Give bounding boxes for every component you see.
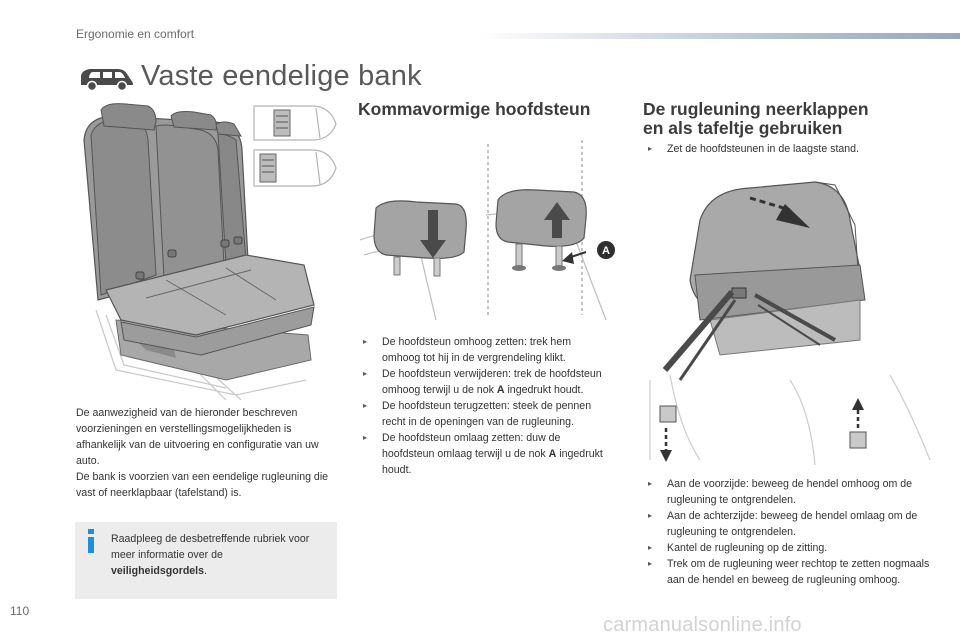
fold-step: ▸ Zet de hoofdsteunen in de laagste stand. [647, 141, 937, 157]
intro-paragraph-2: De bank is voorzien van een eendelige rugleuning die vast of neerklapbaar (tafelstand) is. [76, 471, 329, 499]
page-title: Vaste eendelige bank [141, 60, 422, 92]
headrest-adjust-illustration [356, 140, 618, 320]
intro-paragraph-1: De aanwezigheid van de hieronder beschreven voorzieningen en verstellingsmogelijkheden is afhankelijk van de uitvoering en configuratie van uw auto. [76, 407, 319, 467]
headrest-section-title: Kommavormige hoofdsteun [358, 99, 591, 119]
headrest-tab-a-label: A [602, 245, 610, 257]
fold-step: ▸ Aan de voorzijde: beweeg de hendel omhoog om de rugleuning te ontgrendelen. [647, 476, 932, 508]
fold-step: ▸ Aan de achterzijde: beweeg de hendel omlaag om de rugleuning te ontgrendelen. [647, 508, 932, 540]
vehicle-top-view-diagrams [250, 102, 340, 194]
fold-section-title: De rugleuning neerklappen en als tafeltje gebruiken [643, 99, 869, 138]
fold-steps [647, 476, 932, 588]
headrest-step: ▸ De hoofdsteun omhoog zetten: trek hem omhoog tot hij in de vergrendeling klikt. [362, 334, 612, 366]
watermark: carmanualsonline.info [603, 614, 802, 636]
headrest-steps [362, 334, 612, 478]
seat-folded-illustration [640, 170, 940, 470]
section-label: Ergonomie en comfort [76, 27, 195, 41]
fold-step: ▸ Kantel de rugleuning op de zitting. [647, 540, 932, 556]
headrest-step: ▸ De hoofdsteun terugzetten: steek de pennen recht in de openingen van de rugleuning. [362, 398, 612, 430]
info-icon [85, 529, 97, 553]
headrest-step: ▸ De hoofdsteun omlaag zetten: duw de hoofdsteun omlaag terwijl u de nok A ingedrukt houdt. [362, 430, 612, 478]
header-gradient-bar [480, 33, 960, 39]
intro-text [76, 405, 341, 501]
info-note [75, 522, 337, 599]
page-number: 110 [10, 604, 30, 618]
info-note-text: Raadpleeg de desbetreffende rubriek voor meer informatie over de veiligheidsgordels. [111, 533, 310, 577]
fold-preparation [647, 141, 937, 157]
info-note-link-term: veiligheidsgordels [111, 565, 205, 577]
van-icon [78, 66, 134, 92]
headrest-step: ▸ De hoofdsteun verwijderen: trek de hoofdsteun omhoog terwijl u de nok A ingedrukt houdt. [362, 366, 612, 398]
fold-step: ▸ Trek om de rugleuning weer rechtop te zetten nogmaals aan de hendel en beweeg de rugleuning omhoog. [647, 556, 932, 588]
